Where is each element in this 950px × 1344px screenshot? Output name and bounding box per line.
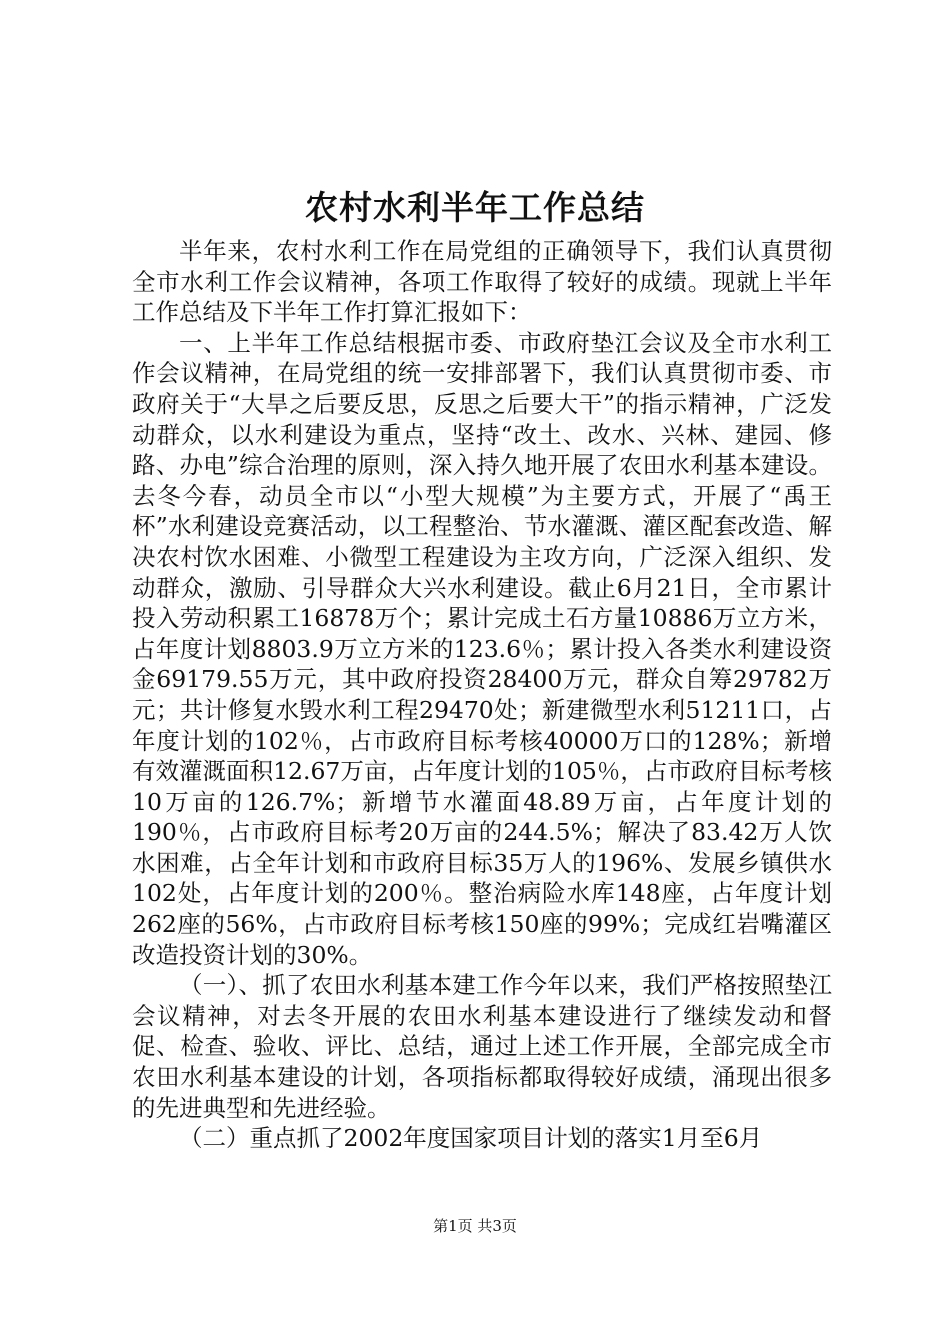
page-number-footer: 第1页 共3页 bbox=[433, 1217, 517, 1235]
paragraph-intro: 半年来，农村水利工作在局党组的正确领导下，我们认真贯彻全市水利工作会议精神，各项工作取得了较好的成绩。现就上半年工作总结及下半年工作打算汇报如下： bbox=[132, 237, 832, 327]
paragraph-subsection-one: （一）、抓了农田水利基本建工作今年以来，我们严格按照垫江会议精神，对去冬开展的农田水利基本建设进行了继续发动和督促、检查、验收、评比、总结，通过上述工作开展，全部完成全市农田水利基本建设的计划，各项指标都取得较好成绩，涌现出很多的先进典型和先进经验。 bbox=[132, 971, 832, 1122]
document-title: 农村水利半年工作总结 bbox=[305, 188, 645, 227]
paragraph-subsection-two: （二）重点抓了2002年度国家项目计划的落实1月至6月 bbox=[179, 1124, 763, 1153]
document-body bbox=[132, 236, 832, 1154]
paragraph-section-one: 一、上半年工作总结根据市委、市政府垫江会议及全市水利工作会议精神，在局党组的统一安排部署下，我们认真贯彻市委、市政府关于“大旱之后要反思，反思之后要大干”的指示精神，广泛发动群众，以水利建设为重点，坚持“改土、改水、兴林、建园、修路、办电”综合治理的原则，深入持久地开展了农田水利基本建设。去冬今春，动员全市以“小型大规模”为主要方式，开展了“禹王杯”水利建设竞赛活动，以工程整治、节水灌溉、灌区配套改造、解决农村饮水困难、小微型工程建设为主攻方向，广泛深入组织、发动群众，激励、引导群众大兴水利建设。截止6月21日，全市累计投入劳动积累工16878万个；累计完成土石方量10886万立方米，占年度计划8803.9万立方米的123.6％；累计投入各类水利建设资金69179.55万元，其中政府投资28400万元，群众自筹29782万元；共计修复水毁水利工程29470处；新建微型水利51211口，占年度计划的102％，占市政府目标考核40000万口的128%；新增有效灌溉面积12.67万亩，占年度计划的105％，占市政府目标考核10万亩的126.7%；新增节水灌面48.89万亩，占年度计划的190％，占市政府目标考20万亩的244.5%；解决了83.42万人饮水困难，占全年计划和市政府目标35万人的196%、发展乡镇供水102处，占年度计划的200％。整治病险水库148座，占年度计划262座的56%，占市政府目标考核150座的99%；完成红岩嘴灌区改造投资计划的30%。 bbox=[132, 328, 832, 969]
